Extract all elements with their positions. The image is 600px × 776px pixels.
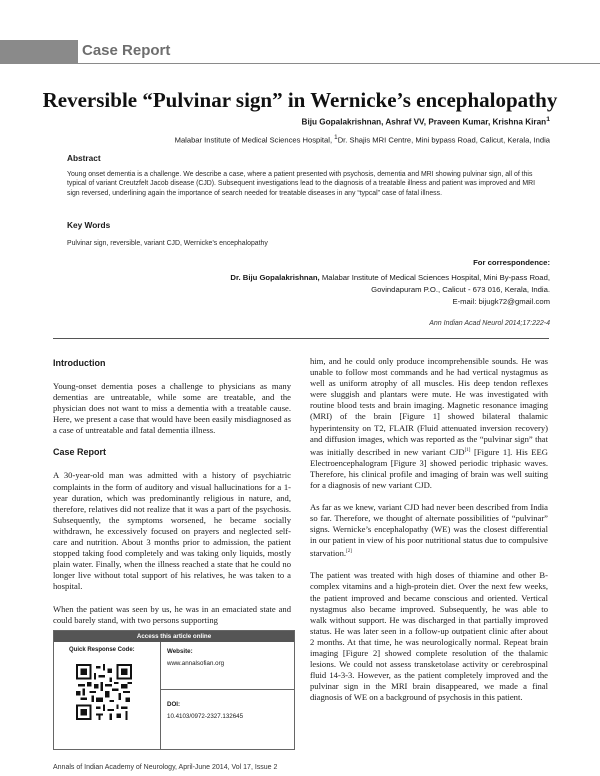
right-p1-a: him, and he could only produce incomprehensible sounds. He was unable to follow most commands and he had vertical nystagmus as well as uniform atrophy of all muscles. His deep tendon reflexes were sluggish and plantars were mute. He was investigated with routine blood tests and brain imaging. Magnetic resonance imaging (MRI) of the brain [Figure 1] showed bilateral thalamic hyperintensity on T2, FLAIR (Fluid attenuated inversion recovery) and diffusion images, which was reported as the “pulvinar sign” that was initially described in new variant CJD [310, 356, 548, 457]
ref-1: [1] [464, 447, 471, 453]
correspondence-block [230, 258, 550, 308]
author-list [302, 116, 550, 127]
correspondence-email[interactable]: E-mail: bijugk72@gmail.com [452, 297, 550, 306]
access-article-box [53, 630, 295, 750]
doi-label: DOI: [167, 701, 181, 708]
abstract-text: Young onset dementia is a challenge. We describe a case, where a patient presented with psychosis, dementia and MRI showing pulvinar sign, all of this typical of variant Creutzfelt Jacob disease (CJD). Subsequent investigations lead to the diagnosis of a treatable illness and patient was improved and MRI sign reversed, underlining again the importance of search needed for treatable diseases in any “typcal” case of fatal illness. [67, 171, 536, 197]
website-link[interactable]: www.annalsofian.org [167, 660, 225, 667]
right-column [310, 356, 548, 714]
section-label: Case Report [82, 42, 171, 59]
access-header: Access this article online [54, 631, 294, 642]
right-p1-b: [Figure 1]. His EEG Electroencephalogram [Figure 3] showed periodic triphasic waves. Therefore, his clinical profile and imaging of brain was well suiting for a diagnosis of new variant CJD. [310, 446, 549, 490]
correspondence-label: For correspondence: [473, 258, 550, 267]
right-paragraph-1 [310, 356, 548, 491]
banner-rule [78, 63, 600, 64]
box-divider-vertical [160, 642, 161, 750]
left-column [53, 356, 291, 637]
correspondence-name: Dr. Biju Gopalakrishnan, [230, 273, 320, 282]
authors-text: Biju Gopalakrishnan, Ashraf VV, Praveen Kumar, Krishna Kiran [301, 117, 547, 127]
banner-bar [0, 40, 78, 64]
journal-citation: Ann Indian Acad Neurol 2014;17:222-4 [429, 320, 550, 327]
case-paragraph-1: A 30-year-old man was admitted with a history of psychiatric complaints in the form of auditory and visual hallucinations for a 1-year duration, which was predominantly religious in nature, and, therefore, relatives did not realize that it was a part of the psychosis. Subsequently, the symptoms worsened, he became socially withdrawn, he excessively focused on prayers and neglected self-care and nutrition. About 3 months prior to admission, the patient stopped taking food completely and was taking only liquids, mostly plain water. Finally, when the illness reached a state that he could no longer live without total support of his relatives, he was taken to a hospital. [53, 470, 291, 592]
website-label: Website: [167, 648, 193, 655]
affiliation-sup: 1 [334, 134, 338, 141]
ref-2: [2] [346, 549, 352, 555]
case-paragraph-2: When the patient was seen by us, he was in an emaciated state and could barely stand, with two persons supporting [53, 603, 291, 625]
right-paragraph-3: The patient was treated with high doses of thiamine and other B-complex vitamins and a high-protein diet. Over the next few weeks, the patient improved and became conscious and oriented. Vertical nystagmus also became improved. Subsequently, he was able to walk without support. He was discharged in that partially improved status. He was later seen in a follow-up outpatient clinic after about 2 months. At that time, he was neurologically normal. Repeat brain imaging [Figure 2] showed complete resolution of the thalamic lesions. We could not assess transketolase activity or cerebrospinal fluid 14-3-3. However, as the patient completely improved and the pulvinar sign in the MRI brain disappeared, we made a final diagnosis of WE on a background of psychosis in this patient. [310, 570, 548, 703]
affiliation-rest: Dr. Shajis MRI Centre, Mini bypass Road, Calicut, Kerala, India [337, 135, 550, 145]
introduction-heading: Introduction [53, 358, 106, 368]
section-banner [0, 40, 600, 64]
affiliation [175, 134, 550, 145]
journal-footer: Annals of Indian Academy of Neurology, April-June 2014, Vol 17, Issue 2 [53, 764, 278, 771]
correspondence-line1: Malabar Institute of Medical Sciences Hospital, Mini By-pass Road, [319, 273, 550, 282]
abstract-heading: Abstract [67, 153, 101, 163]
correspondence-line2: Govindapuram P.O., Calicut - 673 016, Kerala, India. [371, 285, 550, 294]
doi-value[interactable]: 10.4103/0972-2327.132645 [167, 713, 244, 720]
introduction-paragraph: Young-onset dementia poses a challenge to physicians as many dementias are untreatable, while some are treatable, and the physician does not want to miss a dementia with a treatable cause. Here, we present a case that would have been easily misdiagnosed as a case of untreatable and fatal dementia illness. [53, 381, 291, 436]
affiliation-main: Malabar Institute of Medical Sciences Hospital, [174, 135, 335, 145]
authors-sup: 1 [546, 116, 550, 123]
keywords-text: Pulvinar sign, reversible, variant CJD, Wernicke’s encephalopathy [67, 240, 268, 247]
case-report-heading: Case Report [53, 447, 107, 458]
article-title: Reversible “Pulvinar sign” in Wernicke’s encephalopathy [42, 88, 558, 112]
qr-label: Quick Response Code: [69, 647, 135, 653]
divider [53, 338, 549, 339]
qr-code-icon [76, 664, 132, 720]
right-paragraph-2 [310, 502, 548, 559]
right-p2-a: As far as we knew, variant CJD had never been described from India so far. Therefore, we thought of alternate possibilities of “pulvinar” signs. Wernicke’s encephalopathy (WE) was the closest differential in our patient in view of his poor nutritional status due to compulsive starvation. [310, 501, 548, 559]
box-divider-horizontal [160, 689, 295, 690]
keywords-heading: Key Words [67, 220, 111, 230]
